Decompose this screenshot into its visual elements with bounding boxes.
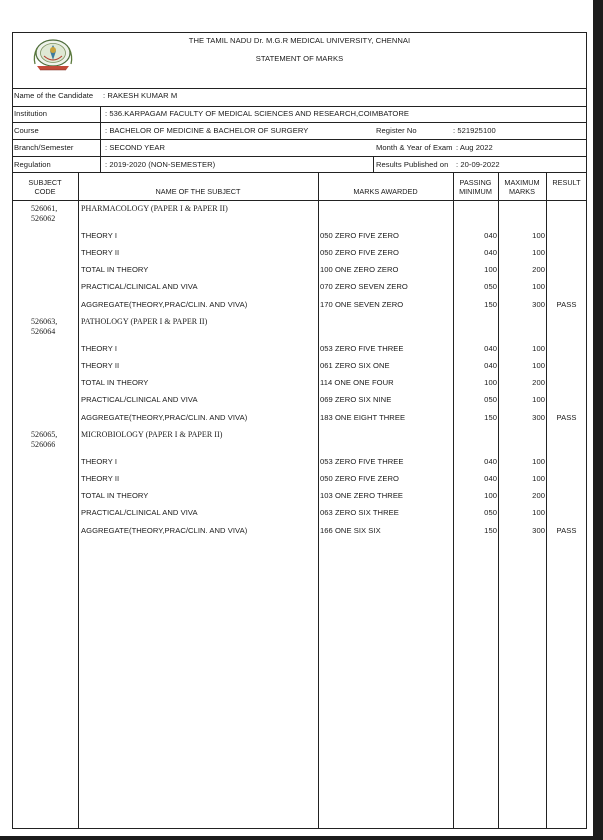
maximum-marks: 300	[532, 413, 545, 422]
component-name: AGGREGATE(THEORY,PRAC/CLIN. AND VIVA)	[81, 300, 248, 309]
col-code-header: SUBJECT CODE	[28, 178, 62, 196]
component-name: PRACTICAL/CLINICAL AND VIVA	[81, 508, 198, 517]
passing-minimum: 100	[484, 378, 497, 387]
maximum-marks: 300	[532, 300, 545, 309]
exam-label: Month & Year of Exam	[376, 143, 453, 152]
branch-value: : SECOND YEAR	[105, 143, 166, 152]
maximum-marks: 100	[532, 361, 545, 370]
marks-awarded: 170 ONE SEVEN ZERO	[320, 300, 404, 309]
col-max-header: MAXIMUM MARKS	[504, 178, 540, 196]
component-name: THEORY I	[81, 457, 117, 466]
maximum-marks: 100	[532, 248, 545, 257]
passing-minimum: 040	[484, 474, 497, 483]
subject-name: PATHOLOGY (PAPER I & PAPER II)	[81, 317, 208, 326]
component-name: TOTAL IN THEORY	[81, 491, 149, 500]
university-title: THE TAMIL NADU Dr. M.G.R MEDICAL UNIVERSITY, CHENNAI	[188, 36, 411, 45]
passing-minimum: 150	[484, 300, 497, 309]
passing-minimum: 050	[484, 395, 497, 404]
marks-awarded: 166 ONE SIX SIX	[320, 526, 381, 535]
passing-minimum: 100	[484, 491, 497, 500]
subject-code: 526062	[31, 214, 56, 223]
component-name: AGGREGATE(THEORY,PRAC/CLIN. AND VIVA)	[81, 526, 248, 535]
scan-edge-bottom	[0, 836, 603, 840]
col-subject-header: NAME OF THE SUBJECT	[155, 187, 241, 196]
result-badge: PASS	[556, 526, 577, 535]
candidate-name-label: Name of the Candidate	[14, 91, 94, 100]
marks-awarded: 100 ONE ZERO ZERO	[320, 265, 399, 274]
subject-code: 526065,	[31, 430, 58, 439]
marks-awarded: 183 ONE EIGHT THREE	[320, 413, 406, 422]
maximum-marks: 100	[532, 457, 545, 466]
marks-awarded: 053 ZERO FIVE THREE	[320, 344, 404, 353]
component-name: TOTAL IN THEORY	[81, 265, 149, 274]
statement-title: STATEMENT OF MARKS	[255, 54, 344, 63]
subject-code: 526063,	[31, 317, 58, 326]
subject-name: MICROBIOLOGY (PAPER I & PAPER II)	[81, 430, 223, 439]
col-marks-header: MARKS AWARDED	[353, 187, 418, 196]
maximum-marks: 200	[532, 378, 545, 387]
scan-edge	[593, 0, 598, 840]
maximum-marks: 100	[532, 508, 545, 517]
marks-awarded: 114 ONE ONE FOUR	[320, 378, 394, 387]
register-label: Register No	[376, 126, 417, 135]
maximum-marks: 100	[532, 474, 545, 483]
component-name: THEORY I	[81, 344, 117, 353]
passing-minimum: 040	[484, 457, 497, 466]
maximum-marks: 200	[532, 265, 545, 274]
component-name: PRACTICAL/CLINICAL AND VIVA	[81, 282, 198, 291]
passing-minimum: 150	[484, 413, 497, 422]
results-label: Results Published on	[376, 160, 449, 169]
passing-minimum: 040	[484, 248, 497, 257]
marks-awarded: 050 ZERO FIVE ZERO	[320, 231, 399, 240]
maximum-marks: 100	[532, 344, 545, 353]
marks-awarded: 103 ONE ZERO THREE	[320, 491, 404, 500]
candidate-name: : RAKESH KUMAR M	[103, 91, 178, 100]
marks-awarded: 053 ZERO FIVE THREE	[320, 457, 404, 466]
maximum-marks: 100	[532, 282, 545, 291]
passing-minimum: 100	[484, 265, 497, 274]
result-badge: PASS	[556, 300, 577, 309]
passing-minimum: 040	[484, 344, 497, 353]
maximum-marks: 300	[532, 526, 545, 535]
result-badge: PASS	[556, 413, 577, 422]
col-result-header: RESULT	[552, 178, 581, 187]
maximum-marks: 100	[532, 395, 545, 404]
institution-value: : 536.KARPAGAM FACULTY OF MEDICAL SCIENCES AND RESEARCH,COIMBATORE	[105, 109, 410, 118]
maximum-marks: 200	[532, 491, 545, 500]
course-value: : BACHELOR OF MEDICINE & BACHELOR OF SURGERY	[105, 126, 309, 135]
maximum-marks: 100	[532, 231, 545, 240]
passing-minimum: 050	[484, 508, 497, 517]
results-value: : 20-09-2022	[456, 160, 500, 169]
marks-awarded: 063 ZERO SIX THREE	[320, 508, 399, 517]
marks-awarded: 070 ZERO SEVEN ZERO	[320, 282, 408, 291]
marks-awarded: 050 ZERO FIVE ZERO	[320, 248, 399, 257]
subject-code: 526064	[31, 327, 56, 336]
component-name: AGGREGATE(THEORY,PRAC/CLIN. AND VIVA)	[81, 413, 248, 422]
subject-name: PHARMACOLOGY (PAPER I & PAPER II)	[81, 204, 228, 213]
passing-minimum: 040	[484, 231, 497, 240]
passing-minimum: 150	[484, 526, 497, 535]
component-name: PRACTICAL/CLINICAL AND VIVA	[81, 395, 198, 404]
regulation-label: Regulation	[14, 160, 51, 169]
exam-value: : Aug 2022	[456, 143, 493, 152]
institution-label: Institution	[14, 109, 48, 118]
marks-awarded: 050 ZERO FIVE ZERO	[320, 474, 399, 483]
component-name: THEORY I	[81, 231, 117, 240]
marks-awarded: 061 ZERO SIX ONE	[320, 361, 390, 370]
component-name: THEORY II	[81, 474, 120, 483]
subject-code: 526061,	[31, 204, 58, 213]
passing-minimum: 050	[484, 282, 497, 291]
register-value: : 521925100	[453, 126, 496, 135]
component-name: TOTAL IN THEORY	[81, 378, 149, 387]
component-name: THEORY II	[81, 361, 120, 370]
course-label: Course	[14, 126, 39, 135]
marks-awarded: 069 ZERO SIX NINE	[320, 395, 392, 404]
subject-code: 526066	[31, 440, 56, 449]
col-min-header: PASSING MINIMUM	[459, 178, 492, 196]
regulation-value: : 2019-2020 (NON-SEMESTER)	[105, 160, 216, 169]
component-name: THEORY II	[81, 248, 120, 257]
branch-label: Branch/Semester	[14, 143, 74, 152]
passing-minimum: 040	[484, 361, 497, 370]
